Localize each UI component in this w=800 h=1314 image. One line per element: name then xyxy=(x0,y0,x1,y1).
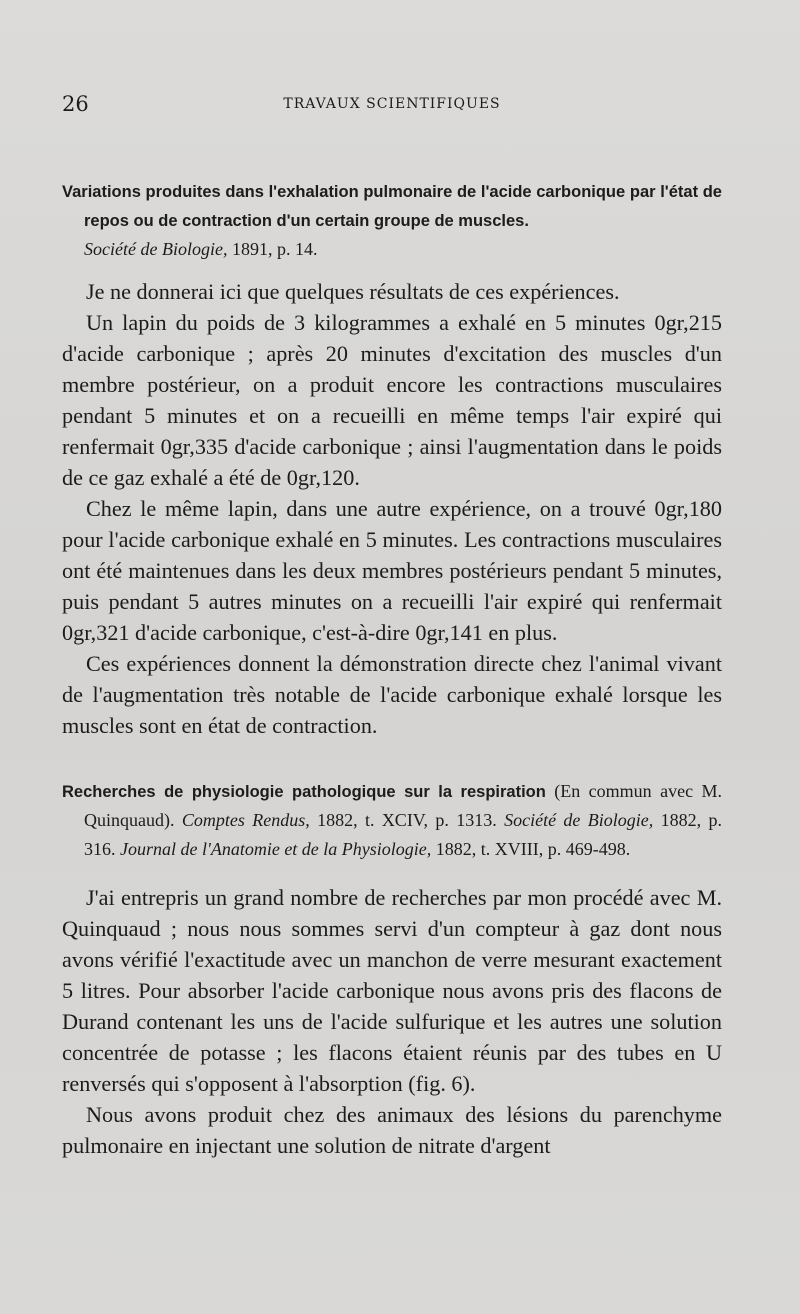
entry1-citation xyxy=(84,239,317,259)
entry2-cite-1-rest: 1882, t. XCIV, p. 1313. xyxy=(309,810,505,830)
entry2-cite-societe: Société de Biologie, xyxy=(504,810,654,830)
entry2-cite-journal: Journal de l'Anatomie et de la Physiologie, xyxy=(120,839,432,859)
page-number: 26 xyxy=(62,92,89,116)
page-header xyxy=(62,92,722,122)
entry2-title: Recherches de physiologie pathologique sur la respiration xyxy=(62,783,546,801)
entry1-citation-rest: 1891, p. 14. xyxy=(227,239,318,259)
entry2-paragraph: J'ai entrepris un grand nombre de recherches par mon procédé avec M. Quinquaud ; nous nous sommes servi d'un compteur à gaz dont nous avons vérifié l'exactitude avec un manchon de verre mesurant exactement 5 litres. Pour absorber l'acide carbonique nous avons pris des flacons de Durand contenant les uns de l'acide sulfurique et les autres une solution concentrée de potasse ; les flacons étaient réunis par des tubes en U renversés qui s'opposent à l'absorption (fig. 6). xyxy=(62,885,722,1096)
entry1-title: Variations produites dans l'exhalation pulmonaire de l'acide carbonique par l'état de repos ou de contraction d'un certain groupe de muscles. xyxy=(62,183,722,230)
entry2-cite-comptes-rendus: Comptes Rendus, xyxy=(181,810,310,830)
entry1-citation-journal: Société de Biologie, xyxy=(84,239,228,259)
entry1-heading xyxy=(62,178,722,264)
entry1-paragraph: Je ne donnerai ici que quelques résultats de ces expériences. xyxy=(86,279,620,304)
entry2-title-paren: (En commun avec M. Quinquaud). xyxy=(84,781,722,830)
entry1-paragraph: Un lapin du poids de 3 kilogrammes a exhalé en 5 minutes 0gr,215 d'acide carbonique ; après 20 minutes d'excitation des muscles d'un membre postérieur, on a produit encore les contractions musculaires pendant 5 minutes et on a recueilli en même temps l'air expiré qui renfermait 0gr,335 d'acide carbonique ; ainsi l'augmentation dans le poids de ce gaz exhalé a été de 0gr,120. xyxy=(62,310,722,490)
entry2-cite-3-rest: 1882, t. XVIII, p. 469-498. xyxy=(431,839,631,859)
running-title: TRAVAUX SCIENTIFIQUES xyxy=(283,96,501,112)
entry2-heading xyxy=(62,777,722,864)
entry2-cite-2-rest: 1882, p. 316. xyxy=(84,810,723,859)
entry2-paragraph: Nous avons produit chez des animaux des lésions du parenchyme pulmonaire en injectant une solution de nitrate d'argent xyxy=(62,1102,722,1158)
page-content xyxy=(62,178,722,1161)
entry1-paragraph: Chez le même lapin, dans une autre expérience, on a trouvé 0gr,180 pour l'acide carbonique exhalé en 5 minutes. Les contractions musculaires ont été maintenues dans les deux membres postérieurs pendant 5 minutes, puis pendant 5 autres minutes on a recueilli l'air expiré qui renfermait 0gr,321 d'acide carbonique, c'est-à-dire 0gr,141 en plus. xyxy=(62,496,722,645)
entry1-paragraph: Ces expériences donnent la démonstration directe chez l'animal vivant de l'augmentation très notable de l'acide carbonique exhalé lorsque les muscles sont en état de contraction. xyxy=(62,651,722,738)
